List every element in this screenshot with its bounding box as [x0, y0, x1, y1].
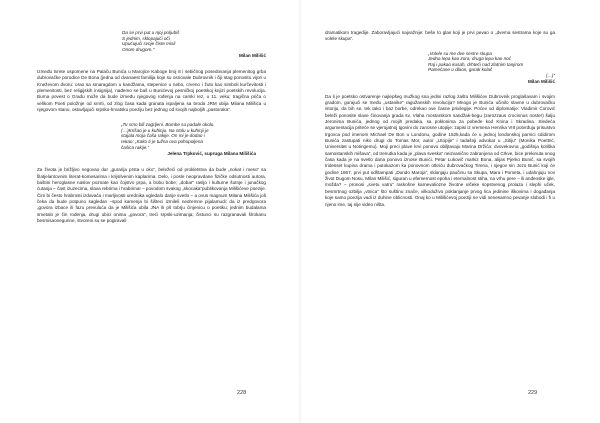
poem-2 — [37, 122, 266, 157]
poem-line: (…)Krišao je u kuhinju. Na stolu u kuhinji je — [121, 127, 209, 133]
page-number: 228 — [237, 390, 247, 396]
poem-line: čašica rakije.“ — [121, 144, 150, 150]
poem-1 — [37, 30, 266, 59]
right-page — [300, 0, 600, 423]
poem-3 — [325, 51, 555, 85]
poem-line: Onom drugom." — [122, 46, 155, 52]
poem-line: „Tu smo bili zagrljeni. Bombe su padale okolo. — [121, 122, 215, 128]
poem-line: Raj i pakao kusah, drhteći nad zlatnim tanjirom — [428, 61, 524, 67]
page-number: 229 — [528, 390, 538, 396]
poem-line: „Volele su me dve sestre skupa — [428, 50, 492, 56]
body-paragraph: Da li je poetsko ostvarenje najlepšeg mužkog sna jedini razlog zašto Milišićev Dubrovnik proglašavam i svojim gradom, gurajući se među „ustanike“ ragužanskih revolucija? Mnogo je Bunića učinilo slavne u dubrovačku istoriju, da bih se, tek tako i baz borbe, odrekao ove časne privilegije. Poćev od diplomatije: Vladimir Ćorović beleži ponosite slave činovanja grada sv. Vlaha mostarskom sandžak-begu (zarozzaus crocinnus noster) šalju Jeronima Bunića, jednog od mojih predaka, sa poklonima za pobede kod Knina i Skradina. Sledeća argumentacija priteće se vjerojatnoj tgovini do zanosne utopije: zapisi iz vremena Henrika VIII potvrđuju prisustvo trgovca pod imenom Michael De Bon u Londonu, godine 1525,kada će u jednoj londonskoj parnici cdidirom Bunića zastupati niko drugi do Tomas Mor, autor „Utopije“ i tadašnji advokat u „Sitiju“ (Monika Poettrić, Universitet u Notingemu). Moji preci plave krvi ponovo obiljtavaju Marina Držića: dvovekovna „godišnja kotiška samostanskih mišava“, od trenutka kada je „plava sveska“ neizvanično zabranjena od Crkve, bice prekinuta onog časa kada je na svetlo dana ponovo iznose Bunići. Petar Lukovič markiz Bona, alijas Pjerko Bunić, sa svojih tridesset kupina drama i putokazom ka ponovnom otkriću dubrovačkog Tirena, i njegov sin Jozo Bunić koji će godine 1867. prvi put odštampati „Dundo Maroja“, sklanjaju paučinu sa Skupa, Mara i Pometa, i udahnjuju nov život Dugom Nosu. Milan Milišić, siguran u efemernost epoha i eternalnost stiha, na vrhu pere – ili anđeoske igle, možda? – pronosi „svetu vatru“ raskošne karnevaliozne životne ulčeke sopstvenog prolaza i slephi uček, besmrtnog ozbilja „vtnica“ što suštinu znače, vilkoduživo poklanjanje prvog lica jedinine iškovima i događanja koje samo poezija vadi iz duhine oblicnosti. Onaj ko u Milišićevoj poeziji ne vidi nenesamno pevanje slobodi i fi u njeno ime, taj nije video ništa. — [325, 93, 555, 207]
poem-line: Da se prvi put u njoj poljubiš — [122, 30, 180, 35]
left-column — [37, 30, 266, 224]
poem-line: (…)“ — [545, 73, 555, 79]
body-paragraph: Između tvrete uspomene na Palaču Bunića u Marojice Kaboge broj 8 i sebičnog posedovanja plemenitog grba dubrovačke porodice De Bona (jedna od dvanaest familija koje su osnovale Dubrovnik i čiji stag ponosito vijori u Kneževom dvoru: orao sa smaragdom u kandžama, stepenice u nebo, crveno i žuto kao simboli kurčevitosti i plemenitosti, bez religijskih insignija), nađemo se baš u Bunićevoj pesničkoj poetskoj knjizi poetskih revolucija. Burna povest o Gradu može da bude između njegovog rođenja na carski rez, u 11. veku; tragična priča o velikom Poeti položnje od smrti, od zlog časa kada granata ispaljena sa broda JRM ubija Milana Milišića u njegovom stanu, ostavljajući srpsko-hrvatsku poeziju bez jednog od svojih najboljih „pastoraka“. — [37, 68, 266, 112]
poem-author: Milan Milišić — [238, 52, 266, 58]
right-column — [325, 30, 555, 208]
poem-author: Milan Milišić — [527, 78, 555, 84]
poem-line: stajala moja čaša rakije. On mi je dodao i — [121, 133, 205, 139]
poem-line: Jedna lepa kao zora, druga lepa kao noć — [428, 56, 512, 62]
poem-line: Upućujući svoje čiste misli — [122, 41, 176, 47]
body-paragraph: dramatikom tragedije. Zaboravljajući najvažnije: beše to glas koji je prvi pevao o „dvema sestrama koje su ga volele skupa“. — [325, 30, 555, 42]
poem-author: Jelena Trpković, supruga Milana Milišića — [167, 151, 256, 157]
poem-line: rekao: „Kako ti je tužna ova pohopoljena — [121, 139, 203, 145]
body-paragraph: Za života je brižljivo negovao dar „gurarija prsta u oko“, beležeći od prokletstva da bude „nokat i meso“ sa filatjelantovnim literat-komesarima i krijsilvenim kaplarima. Delo, i posle neopravdane fizičke odsutnosti autora, baštini heroglasne naslov poznate kao čojstvo prpa, a bobu bobe; „dobar“ rasljo i kulturne šutnje i junačkog ćutanja – čast izuzecima, slava rebrima i hrabrima! – povodom svakog „skocaka“publikovanja Milišićeve poezije. Čim bi često hrabrosti izdavača i marljivosti urednika ugledalo danje svetlo – a ovus magnum Milana Milišića još čeka da bude potpuno sagledan –spod kamenja bi šišteci izmilelі nedremne pijalamudi: da iz predgovora „govora izbace ili fazu prevuluća da je Milišića ubila JNA ili pš tobrju ćinjenicu o poetiku; jednim budalama smetalo je čin rođenja, drugi ubici onima „govora“, treći srpski-uzimanja; čistunci su razgranavali šlrokanu besmisaonegunne, stvoreni su se pogiravali — [37, 167, 266, 223]
poem-line: Pamećane u dlaon, garak kolač — [428, 67, 493, 73]
poem-line: S jednim, sklopajući oči — [122, 35, 170, 41]
